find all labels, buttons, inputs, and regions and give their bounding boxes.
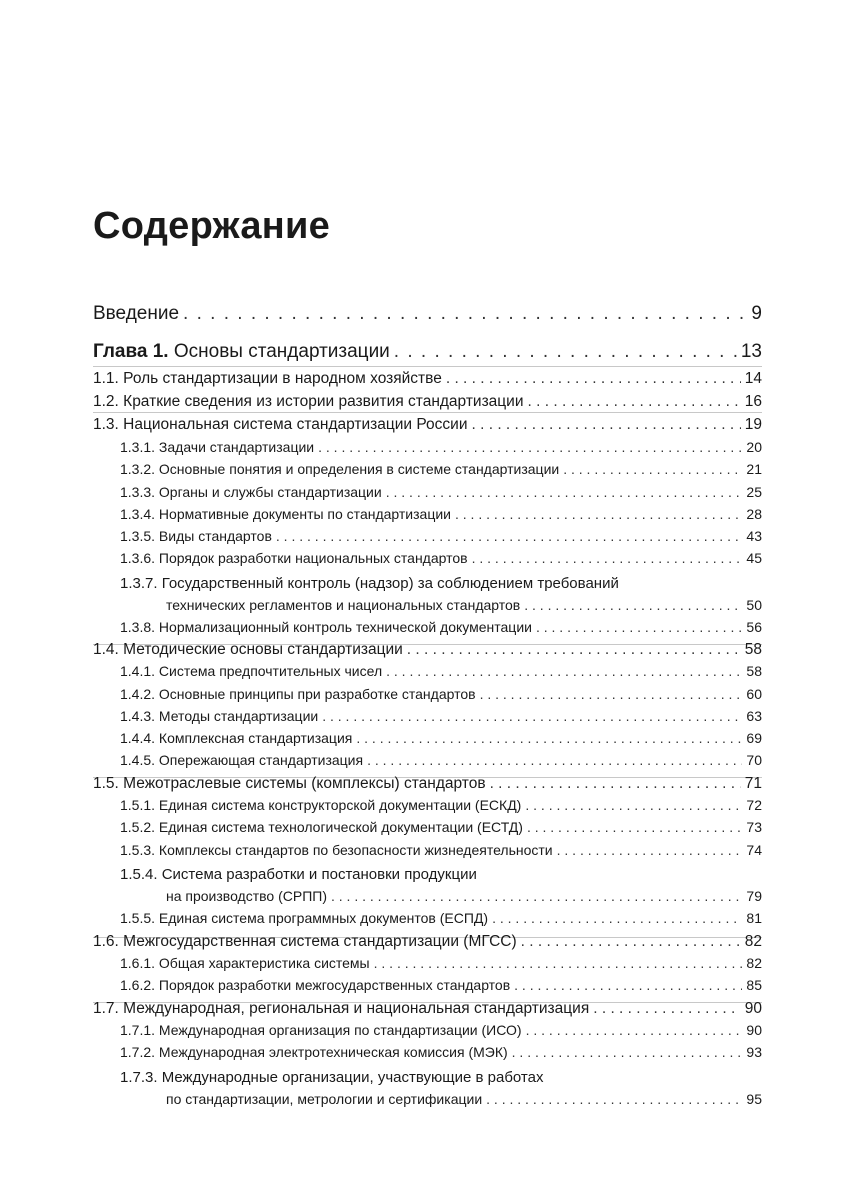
page-number: 19: [744, 416, 762, 433]
section-separator: [93, 412, 762, 413]
toc-entry-title: [93, 416, 467, 434]
dot-leader: [331, 886, 742, 906]
toc-entry[interactable]: [93, 1000, 762, 1018]
toc-entry[interactable]: [93, 752, 762, 768]
toc-entry-label: 1.7. Международная, региональная и национальная стандартизация: [93, 1000, 590, 1017]
toc-entry-title: [120, 506, 451, 522]
toc-entry-title: [93, 775, 486, 793]
toc-entry-title: [120, 439, 314, 455]
toc-entry-label: 1.3.1. Задачи стандартизации: [120, 439, 315, 455]
toc-entry-title: [120, 910, 488, 926]
page-number: 21: [746, 461, 762, 477]
dot-leader: [446, 370, 741, 388]
toc-entry-label: 1.2. Краткие сведения из истории развития стандартизации: [93, 393, 524, 410]
toc-entry-label: 1.3.2. Основные понятия и определения в системе стандартизации: [120, 461, 560, 477]
page-number: 13: [740, 341, 762, 362]
dot-leader: [480, 686, 743, 702]
toc-entry-title: [93, 393, 524, 411]
toc-entry-label: 1.4.4. Комплексная стандартизация: [120, 730, 353, 746]
toc-entry-title: [120, 550, 468, 566]
page-number: 70: [746, 752, 762, 768]
toc-entry-title: [120, 866, 477, 883]
toc-entry[interactable]: [93, 686, 762, 702]
dot-leader: [322, 708, 742, 724]
dot-leader: [394, 341, 737, 363]
dot-leader: [557, 842, 743, 858]
toc-entry-label: 1.4.1. Система предпочтительных чисел: [120, 663, 383, 679]
toc-entry-label: 1.3.4. Нормативные документы по стандартизации: [120, 506, 451, 522]
toc-entry[interactable]: [93, 416, 762, 434]
dot-leader: [356, 730, 742, 746]
dot-leader: [536, 619, 742, 635]
toc-entry-continuation: на производство (СРПП): [166, 888, 327, 904]
toc-entry[interactable]: [93, 506, 762, 522]
page-number: 73: [746, 819, 762, 835]
page-number: 71: [744, 775, 762, 792]
page-number: 60: [746, 686, 762, 702]
page-number: 93: [746, 1044, 762, 1060]
toc-entry-title: [120, 842, 553, 858]
toc-entry-label: 1.5.3. Комплексы стандартов по безопасности жизнедеятельности: [120, 842, 553, 858]
toc-entry-label: 1.7.3. Международные организации, участвующие в работах: [120, 1069, 544, 1086]
dot-leader: [472, 550, 743, 566]
toc-entry-title: [93, 933, 517, 951]
toc-entry-title: [120, 1044, 508, 1060]
section-separator: [93, 366, 762, 367]
toc-entry-title: [120, 1022, 522, 1038]
dot-leader: [512, 1044, 743, 1060]
toc-entry[interactable]: [93, 842, 762, 858]
toc-entry[interactable]: [93, 341, 762, 363]
toc-entry[interactable]: [93, 393, 762, 411]
toc-entry-label: 1.7.2. Международная электротехническая комиссия (МЭК): [120, 1044, 508, 1060]
dot-leader: [514, 977, 742, 993]
toc-entry[interactable]: [93, 619, 762, 635]
dot-leader: [276, 528, 743, 544]
dot-leader: [318, 439, 742, 455]
page-number: 45: [746, 550, 762, 566]
page-number: 43: [746, 528, 762, 544]
dot-leader: [490, 775, 741, 793]
page-number: 82: [746, 955, 762, 971]
page-number: 58: [746, 663, 762, 679]
toc-entry-title: [120, 752, 363, 768]
dot-leader: [563, 461, 742, 477]
toc-entry-title: [120, 528, 272, 544]
toc-entry-label: 1.6.1. Общая характеристика системы: [120, 955, 370, 971]
toc-entry[interactable]: [93, 484, 762, 500]
dot-leader: [526, 1022, 743, 1038]
toc-entry-title: [120, 575, 619, 592]
page-number: 82: [744, 933, 762, 950]
page-number: 81: [746, 910, 762, 926]
toc-entry[interactable]: [93, 797, 762, 813]
page-number: 50: [746, 597, 762, 613]
page-number: 79: [746, 888, 762, 904]
toc-entry-label: 1.4.5. Опережающая стандартизация: [120, 752, 364, 768]
toc-entry-label: 1.4.3. Методы стандартизации: [120, 708, 319, 724]
toc-entry[interactable]: [93, 910, 762, 926]
page-number: 16: [744, 393, 762, 410]
toc-entry-label: 1.3.6. Порядок разработки национальных стандартов: [120, 550, 468, 566]
toc-entry[interactable]: [93, 573, 762, 615]
page-number: 56: [746, 619, 762, 635]
page-number: 74: [746, 842, 762, 858]
toc-entry-title: [120, 730, 352, 746]
dot-leader: [521, 933, 741, 951]
dot-leader: [386, 484, 743, 500]
toc-entry[interactable]: [93, 439, 762, 455]
dot-leader: [183, 303, 747, 325]
toc-entry-label: 1.1. Роль стандартизации в народном хозяйстве: [93, 370, 442, 387]
toc-entry-title: [93, 641, 403, 659]
toc-entry[interactable]: [93, 641, 762, 659]
toc-entry-label: 1.3.8. Нормализационный контроль технической документации: [120, 619, 532, 635]
toc-entry[interactable]: [93, 663, 762, 679]
page-number: 14: [744, 370, 762, 387]
dot-leader: [524, 595, 742, 615]
dot-leader: [455, 506, 742, 522]
toc-entry[interactable]: [93, 955, 762, 971]
toc-entry-label: 1.4.2. Основные принципы при разработке стандартов: [120, 686, 476, 702]
page-number: 63: [746, 708, 762, 724]
toc-entry-label: 1.6.2. Порядок разработки межгосударственных стандартов: [120, 977, 511, 993]
toc-entry[interactable]: [93, 461, 762, 477]
toc-entry[interactable]: [93, 1044, 762, 1060]
toc-entry-title: [120, 819, 523, 835]
toc-entry[interactable]: [93, 1022, 762, 1038]
toc-entry-title: [120, 484, 382, 500]
dot-leader: [471, 416, 740, 434]
page-number: 58: [744, 641, 762, 658]
toc-entry[interactable]: [93, 775, 762, 793]
toc-entry-title: [120, 955, 370, 971]
page-number: 28: [746, 506, 762, 522]
toc-entry-label: Введение: [93, 303, 180, 324]
toc-entry-label: 1.3.5. Виды стандартов: [120, 528, 272, 544]
chapter-prefix: Глава 1.: [93, 341, 169, 362]
page-number: 20: [746, 439, 762, 455]
toc-entry-label: 1.3. Национальная система стандартизации России: [93, 416, 468, 433]
dot-leader: [525, 797, 742, 813]
toc-entry-title: [93, 370, 442, 388]
toc-entry-title: [93, 341, 390, 363]
toc-entry[interactable]: [93, 528, 762, 544]
page-number: 95: [746, 1091, 762, 1107]
toc-entry-label: 1.5.4. Система разработки и постановки продукции: [120, 866, 477, 883]
toc-entry-label: 1.5.2. Единая система технологической документации (ЕСТД): [120, 819, 523, 835]
toc-entry[interactable]: [93, 303, 762, 325]
dot-leader: [486, 1089, 742, 1109]
toc-entry-title: [93, 303, 179, 325]
toc-entry-continuation: по стандартизации, метрологии и сертификации: [166, 1091, 483, 1107]
page-number: 90: [746, 1022, 762, 1038]
page-number: 25: [746, 484, 762, 500]
dot-leader: [386, 663, 742, 679]
page-number: 90: [744, 1000, 762, 1017]
dot-leader: [374, 955, 743, 971]
toc-entry-title: [120, 686, 476, 702]
page-number: 85: [746, 977, 762, 993]
toc-entry-continuation: технических регламентов и национальных стандартов: [166, 597, 521, 613]
dot-leader: [492, 910, 742, 926]
dot-leader: [593, 1000, 741, 1018]
toc-entry-label: 1.4. Методические основы стандартизации: [93, 641, 403, 658]
toc-entry-title: [120, 663, 382, 679]
toc-entry-title: [120, 797, 521, 813]
toc-entry-title: [120, 1069, 543, 1086]
toc-entry-label: Основы стандартизации: [173, 341, 390, 362]
toc-entry[interactable]: [93, 730, 762, 746]
toc-entry[interactable]: [93, 864, 762, 906]
toc-entry[interactable]: [93, 370, 762, 388]
dot-leader: [527, 819, 742, 835]
page-number: 69: [746, 730, 762, 746]
toc-entry[interactable]: [93, 819, 762, 835]
toc-entry-label: 1.5.5. Единая система программных документов (ЕСПД): [120, 910, 489, 926]
page-number: 72: [746, 797, 762, 813]
toc-entry-label: 1.3.3. Органы и службы стандартизации: [120, 484, 382, 500]
toc-entry[interactable]: [93, 550, 762, 566]
toc-entry-title: [120, 461, 559, 477]
toc-entry-title: [120, 977, 510, 993]
toc-entry-label: 1.5. Межотраслевые системы (комплексы) стандартов: [93, 775, 486, 792]
toc-entry-title: [120, 619, 532, 635]
toc-entry-title: [120, 708, 318, 724]
page-title: Содержание: [93, 205, 331, 247]
toc-entry-label: 1.5.1. Единая система конструкторской документации (ЕСКД): [120, 797, 522, 813]
toc-entry-title: [93, 1000, 589, 1018]
toc-entry[interactable]: [93, 977, 762, 993]
toc-entry-label: 1.7.1. Международная организация по стандартизации (ИСО): [120, 1022, 522, 1038]
toc-entry[interactable]: [93, 1067, 762, 1109]
page-number: 9: [751, 303, 762, 324]
dot-leader: [367, 752, 742, 768]
dot-leader: [407, 641, 741, 659]
toc-entry[interactable]: [93, 708, 762, 724]
toc-entry-label: 1.3.7. Государственный контроль (надзор) за соблюдением требований: [120, 575, 619, 592]
dot-leader: [528, 393, 741, 411]
toc-entry-label: 1.6. Межгосударственная система стандартизации (МГСС): [93, 933, 517, 950]
toc-entry[interactable]: [93, 933, 762, 951]
